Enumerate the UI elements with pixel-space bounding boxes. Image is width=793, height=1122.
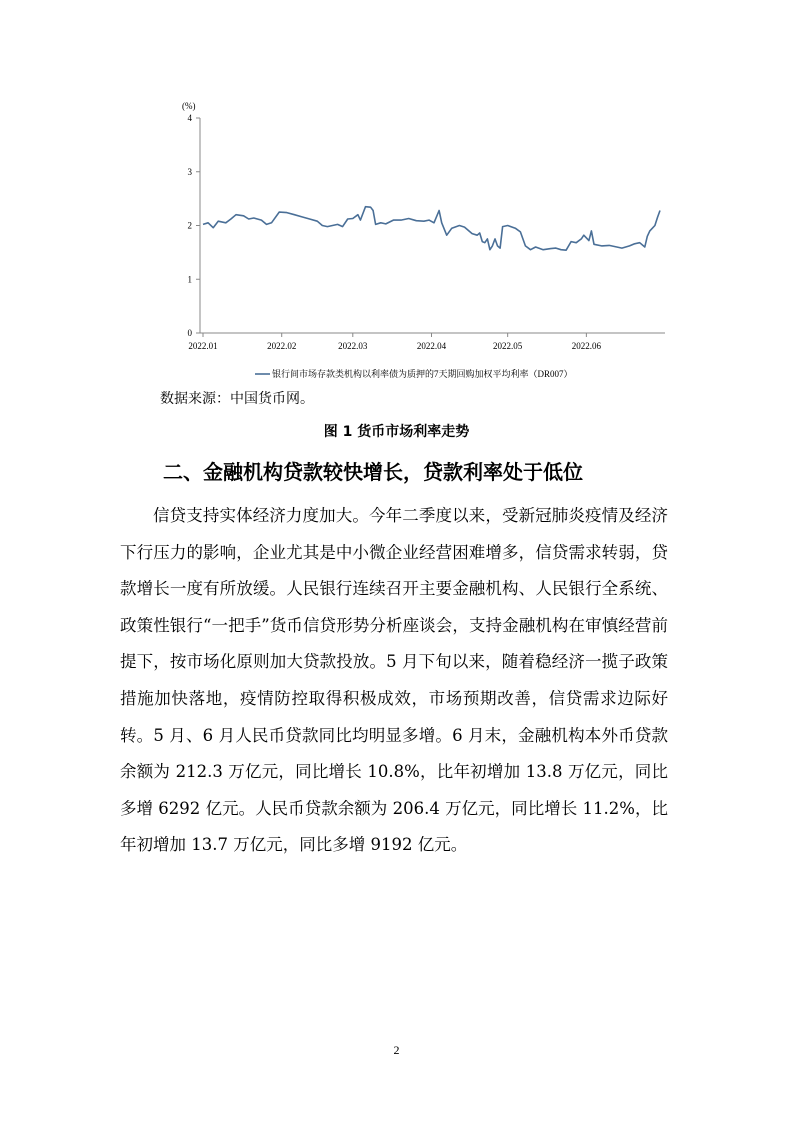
legend-label: 银行间市场存款类机构以利率债为质押的7天期回购加权平均利率（DR007） — [272, 369, 573, 379]
x-tick-label: 2022.01 — [188, 341, 218, 351]
x-tick-label: 2022.05 — [493, 341, 523, 351]
dr007-line-chart — [160, 95, 680, 395]
y-tick-label: 1 — [187, 274, 192, 285]
body-paragraph: 信贷支持实体经济力度加大。今年二季度以来，受新冠肺炎疫情及经济下行压力的影响，企业尤其是中小微企业经营困难增多，信贷需求转弱，贷款增长一度有所放缓。人民银行连续召开主要金融机构、人民银行全系统、政策性银行“一把手”货币信贷形势分析座谈会，支持金融机构在审慎经营前提下，按市场化原则加大贷款投放。5 月下旬以来，随着稳经济一揽子政策措施加快落地，疫情防控取得积极成效，市场预期改善，信贷需求边际好转。5 月、6 月人民币贷款同比均明显多增。6 月末，金融机构本外币贷款余额为 212.3 万亿元，同比增长 10.8%，比年初增加 13.8 万亿元，同比多增 6292 亿元。人民币贷款余额为 206.4 万亿元，同比增长 11.2%，比年初增加 13.7 万亿元，同比多增 9192 亿元。 — [120, 506, 668, 855]
figure-caption: 图 1 货币市场利率走势 — [323, 424, 470, 440]
x-tick-label: 2022.04 — [416, 341, 447, 351]
x-tick-label: 2022.03 — [338, 341, 368, 351]
y-tick-label: 3 — [187, 166, 192, 177]
y-unit-label: (%) — [182, 101, 196, 111]
section-heading: 二、金融机构贷款较快增长，贷款利率处于低位 — [163, 460, 583, 484]
dr007-series-line — [203, 207, 660, 251]
y-tick-label: 2 — [187, 220, 192, 231]
page-number: 2 — [393, 1043, 400, 1057]
x-tick-label: 2022.02 — [267, 341, 297, 351]
y-tick-label: 4 — [187, 113, 192, 123]
data-source-note: 数据来源：中国货币网。 — [160, 391, 314, 407]
x-tick-label: 2022.06 — [571, 341, 601, 351]
y-tick-label: 0 — [187, 328, 192, 338]
